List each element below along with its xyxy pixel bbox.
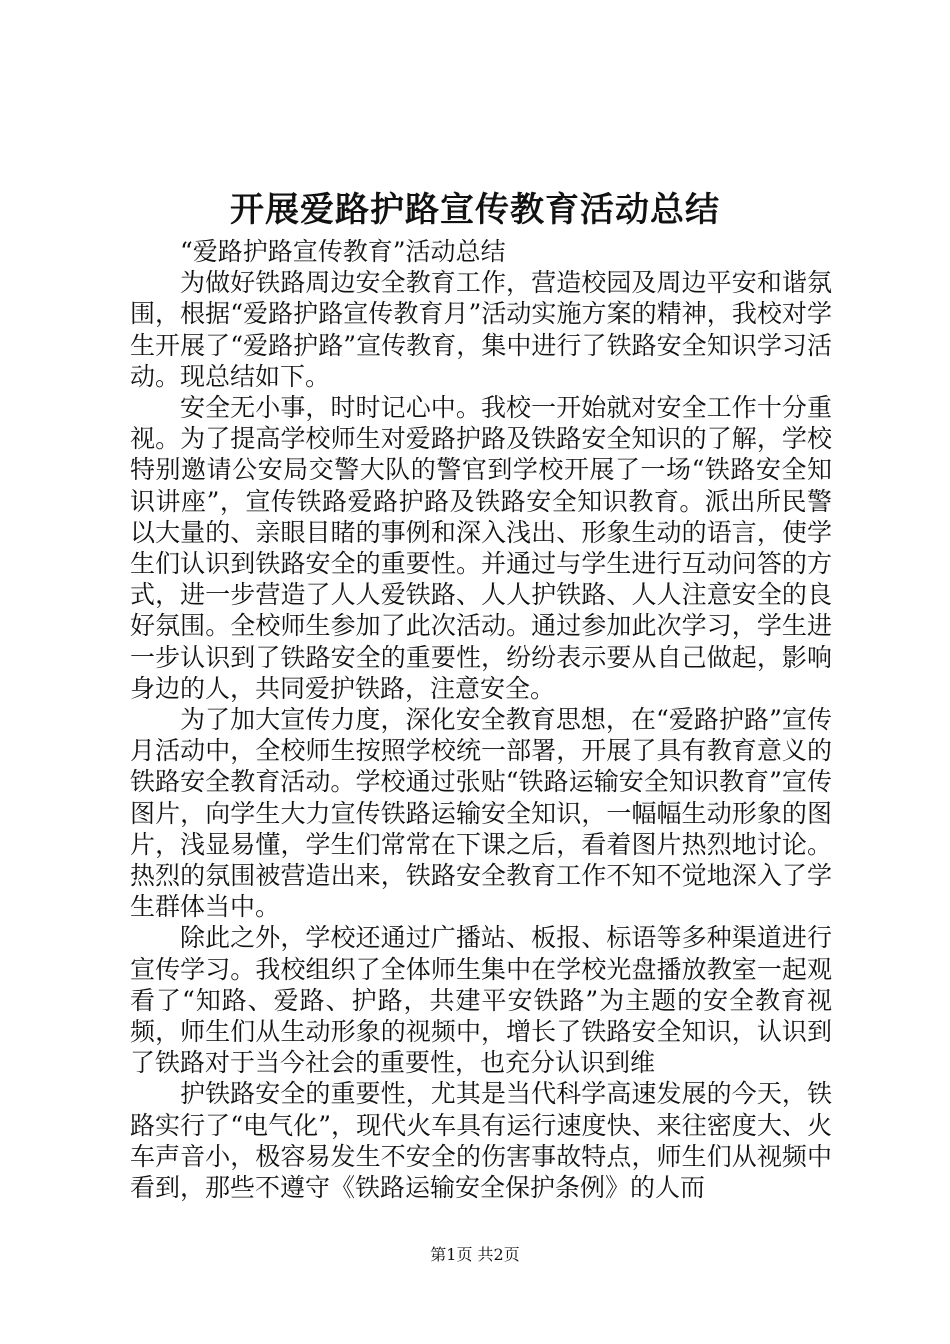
paragraph: 护铁路安全的重要性，尤其是当代科学高速发展的今天，铁路实行了“电气化”，现代火车具有运行速度快、来往密度大、火车声音小，极容易发生不安全的伤害事故特点，师生们从视频中看到，那些不遵守《铁路运输安全保护条例》的人而 [130,1079,832,1203]
page-number-footer: 第1页 共2页 [430,1245,520,1264]
document-subtitle: “爱路护路宣传教育”活动总结 [180,237,506,266]
document-title: 开展爱路护路宣传教育活动总结 [230,190,720,230]
paragraph: 为了加大宣传力度，深化安全教育思想，在“爱路护路”宣传月活动中，全校师生按照学校统一部署，开展了具有教育意义的铁路安全教育活动。学校通过张贴“铁路运输安全知识教育”宣传图片，向学生大力宣传铁路运输安全知识，一幅幅生动形象的图片，浅显易懂，学生们常常在下课之后，看着图片热烈地讨论。热烈的氛围被营造出来，铁路安全教育工作不知不觉地深入了学生群体当中。 [130,705,832,922]
paragraph: 除此之外，学校还通过广播站、板报、标语等多种渠道进行宣传学习。我校组织了全体师生集中在学校光盘播放教室一起观看了“知路、爱路、护路，共建平安铁路”为主题的安全教育视频，师生们从生动形象的视频中，增长了铁路安全知识，认识到了铁路对于当今社会的重要性，也充分认识到维 [130,923,832,1078]
paragraph: 为做好铁路周边安全教育工作，营造校园及周边平安和谐氛围，根据“爱路护路宣传教育月”活动实施方案的精神，我校对学生开展了“爱路护路”宣传教育，集中进行了铁路安全知识学习活动。现总结如下。 [130,268,832,391]
document-body [130,236,832,1203]
paragraph: 安全无小事，时时记心中。我校一开始就对安全工作十分重视。为了提高学校师生对爱路护路及铁路安全知识的了解，学校特别邀请公安局交警大队的警官到学校开展了一场“铁路安全知识讲座”，宣传铁路爱路护路及铁路安全知识教育。派出所民警以大量的、亲眼目睹的事例和深入浅出、形象生动的语言，使学生们认识到铁路安全的重要性。并通过与学生进行互动问答的方式，进一步营造了人人爱铁路、人人护铁路、人人注意安全的良好氛围。全校师生参加了此次活动。通过参加此次学习，学生进一步认识到了铁路安全的重要性，纷纷表示要从自己做起，影响身边的人，共同爱护铁路，注意安全。 [130,393,832,703]
